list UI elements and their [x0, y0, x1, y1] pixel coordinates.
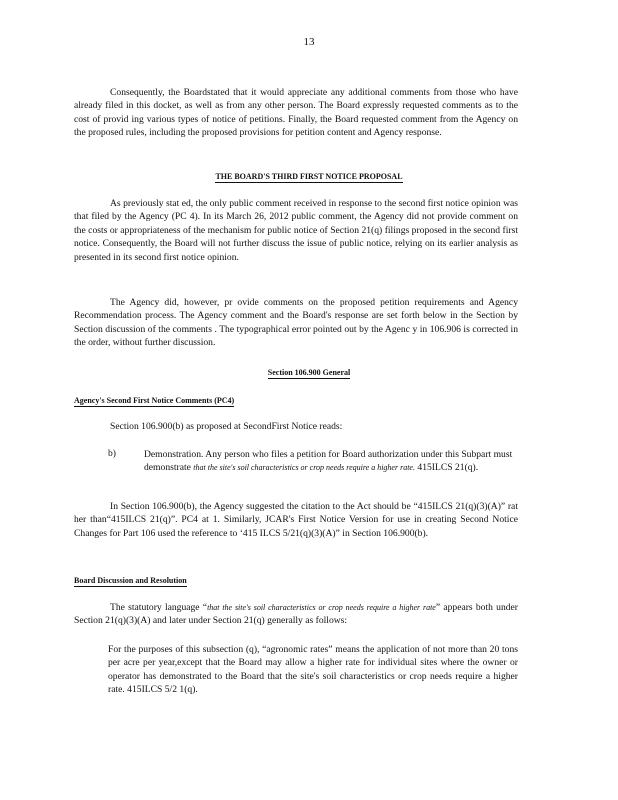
- subsection-text-italic: that the site's soil characteristics or crop needs require a higher rate.: [193, 463, 415, 473]
- statutory-text-italic: that the site's soil characteristics or crop needs require a higher rate: [207, 603, 436, 612]
- statutory-text-start: The statutory language “: [110, 602, 208, 613]
- page-number: 13: [303, 36, 315, 48]
- paragraph-consequently: Consequently, the Boardstated that it would appreciate any additional comments from those who have already filed in this docket, as well as from any other person. The Board expressly requested comments as to the cost of provid ing various types of notice of petitions. Finally, the Board requested comment from the Agency on the proposed rules, including the proposed provisions for petition content and Agency response.: [74, 87, 518, 139]
- paragraph-statutory-language: [74, 601, 518, 628]
- heading-text: Agency's Second First Notice Comments (PC4): [74, 396, 235, 405]
- paragraph-agency-comments: The Agency did, however, pr ovide comments on the proposed petition requirements and Agency Recommendation process. The Agency comment and the Board's response are set forth below in the Section by Section discussion of the comments . The typographical error pointed out by the Agenc y in 106.906 is corrected in the order, without further discussion.: [74, 297, 518, 349]
- section-heading-106-900: [0, 368, 618, 377]
- paragraph-citation-suggestion: In Section 106.900(b), the Agency suggested the citation to the Act should be “415ILCS 21(q)(3)(A)” rat her than“415ILCS 21(q)”. PC4 at 1. Similarly, JCAR's First Notice Version for use in creating Second Notice Changes for Part 106 used the reference to ‘415 ILCS 5/21(q)(3)(A)” in Section 106.900(b).: [74, 501, 518, 539]
- heading-text: Section 106.900 General: [267, 368, 351, 377]
- subsection-label: b): [108, 448, 116, 459]
- subsection-text: [144, 448, 518, 475]
- statutory-text-end: ” appears both under Section 21(q)(3)(A) and later under Section 21(q) generally as follows:: [74, 602, 518, 627]
- heading-text: Board Discussion and Resolution: [74, 576, 187, 585]
- subheading-agency-comments: [74, 396, 234, 405]
- heading-text: THE BOARD'S THIRD FIRST NOTICE PROPOSAL: [215, 172, 403, 181]
- subsection-text-main: Demonstration. Any person who files a petition for Board authorization under this Subpart must demonstrate: [144, 449, 513, 474]
- paragraph-previously-stated: As previously stat ed, the only public comment received in response to the second first notice opinion was that filed by the Agency (PC 4). In its March 26, 2012 public comment, the Agency did not provide comment on the costs or appropriateness of the mechanism for public notice of Section 21(q) filings proposed in the second first notice. Consequently, the Board will not further discuss the issue of public notice, relying on its earlier analysis as presented in its second first notice opinion.: [74, 198, 518, 263]
- subheading-board-discussion: [74, 576, 187, 585]
- section-heading-third-first-notice: [0, 172, 618, 181]
- subsection-citation: 415ILCS 21(q).: [417, 462, 479, 474]
- paragraph-section-reads: Section 106.900(b) as proposed at SecondFirst Notice reads:: [110, 421, 343, 432]
- block-quote-agronomic-rates: For the purposes of this subsection (q), “agronomic rates” means the application of not more than 20 tons per acre per year,except that the Board may allow a higher rate for individual sites where the owner or operator has demonstrated to the Board that the site's soil characteristics or crop needs require a higher rate. 415ILCS 5/2 1(q).: [108, 644, 518, 696]
